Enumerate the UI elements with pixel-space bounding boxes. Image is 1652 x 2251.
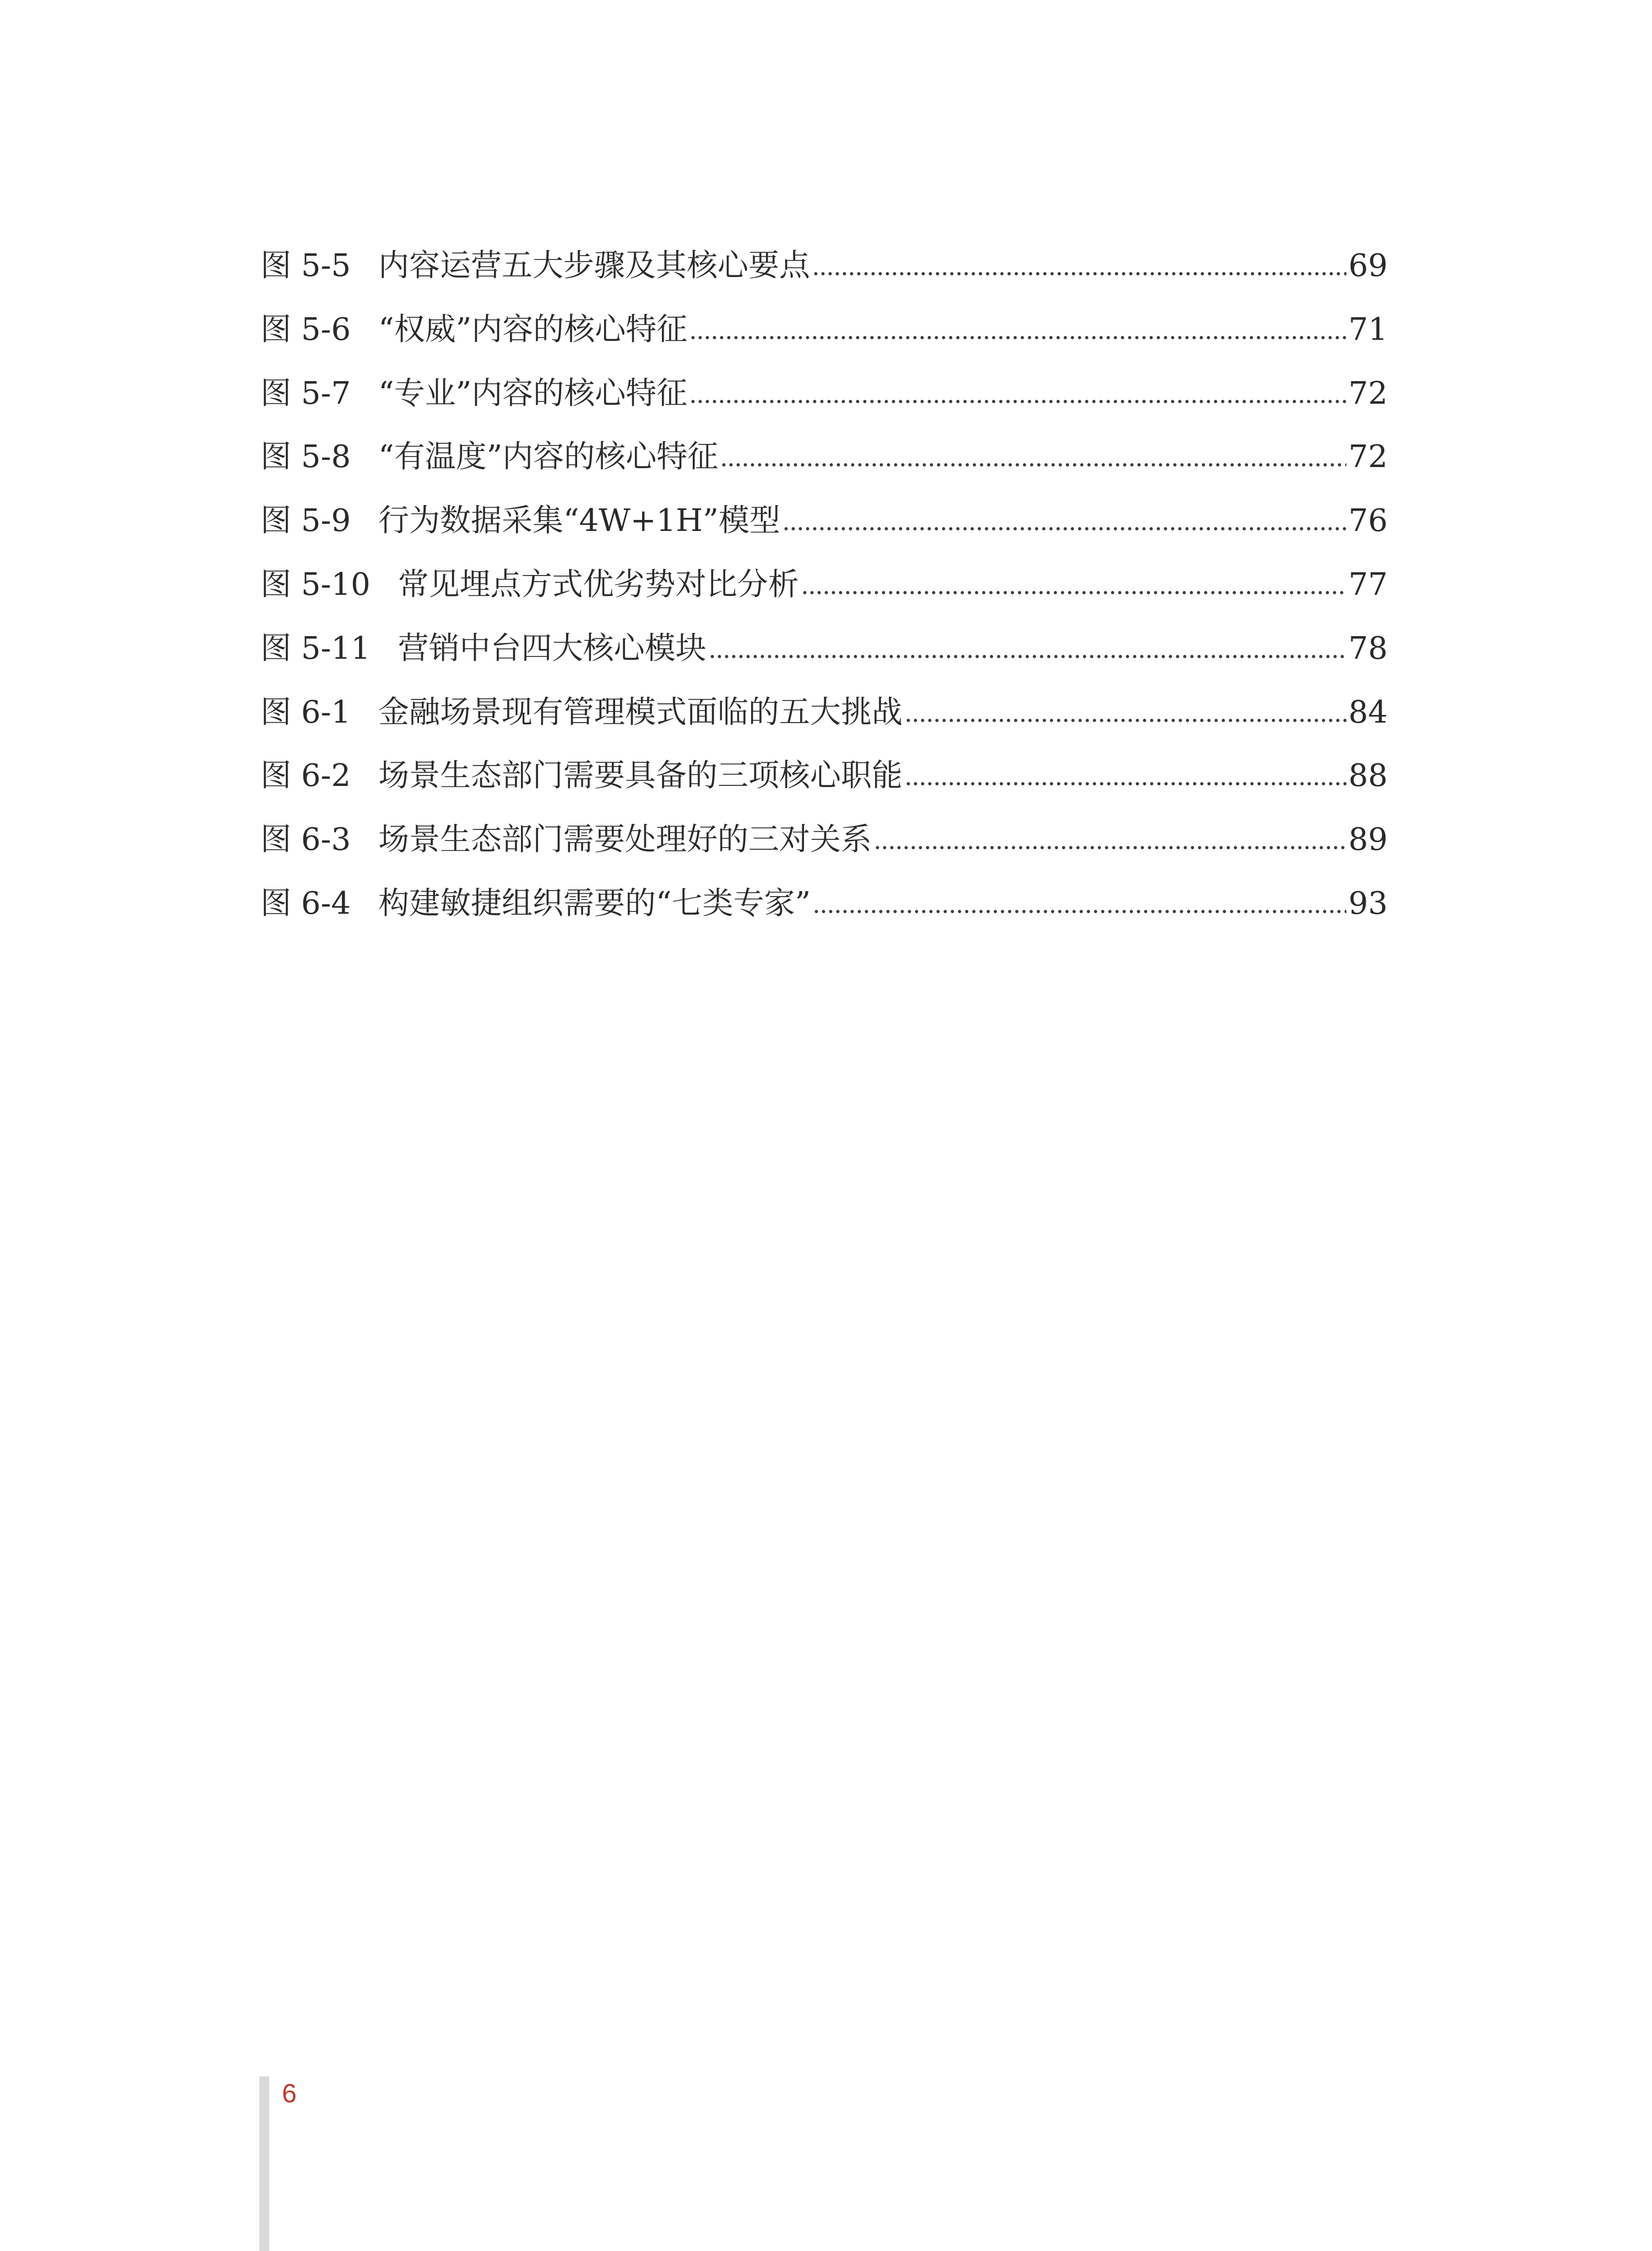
page-reference: 88 [1348, 758, 1388, 794]
dot-leader [905, 691, 1346, 723]
page-number: 6 [282, 2079, 297, 2108]
figure-title: 金融场景现有管理模式面临的五大挑战 [378, 694, 903, 730]
dot-leader [812, 244, 1346, 276]
dot-leader [720, 435, 1346, 467]
page-reference: 78 [1348, 630, 1388, 666]
figure-title: “有温度”内容的核心特征 [378, 439, 719, 475]
dot-leader [905, 754, 1346, 786]
toc-entry [260, 298, 1388, 362]
page-reference: 84 [1348, 694, 1388, 730]
page-reference: 89 [1348, 822, 1388, 858]
toc-entry [260, 234, 1388, 298]
page-reference: 76 [1348, 503, 1388, 539]
figure-number: 图 5-10 [260, 566, 371, 603]
dot-leader [709, 627, 1346, 659]
figure-number: 图 5-7 [260, 375, 351, 411]
figure-number: 图 5-8 [260, 439, 351, 475]
dot-leader [689, 372, 1346, 404]
page-reference: 69 [1348, 248, 1388, 284]
dot-leader [689, 308, 1346, 340]
page-reference: 72 [1348, 375, 1388, 411]
toc-entry [260, 553, 1388, 617]
figure-title: 构建敏捷组织需要的“七类专家” [378, 885, 811, 921]
dot-leader [813, 882, 1346, 914]
dot-leader [874, 818, 1346, 850]
toc-entry [260, 808, 1388, 872]
figure-title: 场景生态部门需要处理好的三对关系 [378, 822, 872, 858]
page-reference: 71 [1348, 311, 1388, 348]
figure-title: 内容运营五大步骤及其核心要点 [378, 248, 810, 284]
figure-number: 图 5-6 [260, 311, 351, 348]
figure-title: 营销中台四大核心模块 [398, 630, 707, 666]
figure-list-toc [260, 234, 1388, 936]
figure-number: 图 5-11 [260, 630, 371, 666]
toc-entry [260, 362, 1388, 426]
page-reference: 93 [1348, 885, 1388, 921]
toc-entry [260, 617, 1388, 681]
dot-leader [782, 499, 1346, 531]
footer-margin-bar [259, 2076, 269, 2251]
figure-title: 行为数据采集“4W+1H”模型 [378, 503, 780, 539]
toc-entry [260, 489, 1388, 553]
figure-title: 常见埋点方式优劣势对比分析 [398, 566, 799, 603]
page-reference: 77 [1348, 566, 1388, 603]
toc-entry [260, 681, 1388, 745]
figure-number: 图 6-2 [260, 758, 351, 794]
figure-title: 场景生态部门需要具备的三项核心职能 [378, 758, 903, 794]
toc-entry [260, 872, 1388, 936]
toc-entry [260, 425, 1388, 489]
toc-entry [260, 744, 1388, 808]
figure-title: “专业”内容的核心特征 [378, 375, 688, 411]
figure-number: 图 5-5 [260, 248, 351, 284]
dot-leader [801, 563, 1346, 595]
figure-title: “权威”内容的核心特征 [378, 311, 688, 348]
figure-number: 图 6-4 [260, 885, 351, 921]
figure-number: 图 6-3 [260, 822, 351, 858]
page-reference: 72 [1348, 439, 1388, 475]
figure-number: 图 5-9 [260, 503, 351, 539]
figure-number: 图 6-1 [260, 694, 351, 730]
